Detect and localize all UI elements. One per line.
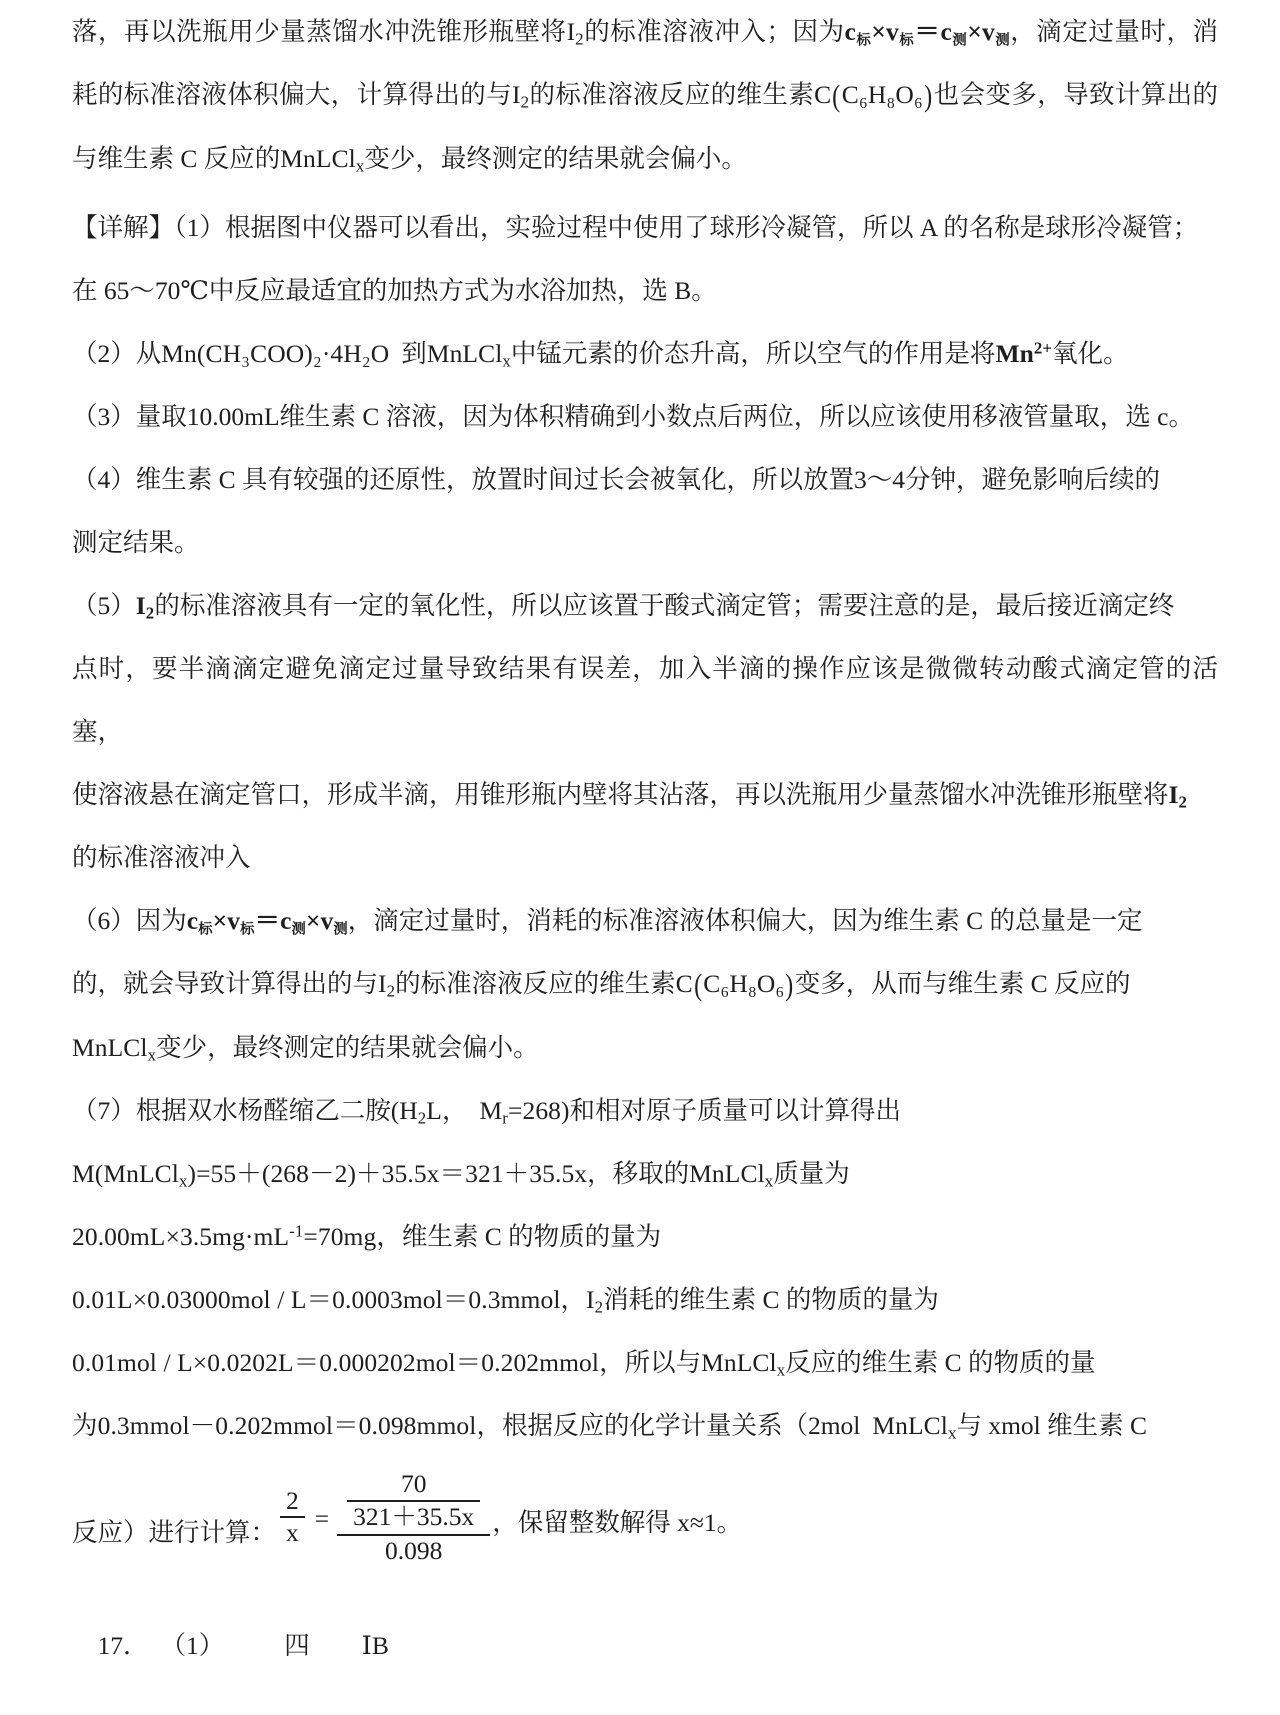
item2-text-b: 到 xyxy=(401,339,427,369)
fraction-right-inner-numerator: 70 xyxy=(400,1468,427,1498)
item7-mol2-comma: ， xyxy=(599,1348,625,1378)
item7-equation-line xyxy=(72,1457,1218,1577)
carryover-paragraph xyxy=(72,0,1218,190)
item7-text-b: )和相对原子质量可以计算得出 xyxy=(561,1096,902,1126)
answer-group: ⅠB xyxy=(361,1631,389,1661)
formula-iodine-4: $I_2$ xyxy=(1168,780,1188,812)
formula-manganese-acetate: Mn(CH₃COO)₂·4H₂O xyxy=(161,339,390,369)
item5-text-b: 点时，要半滴滴定避免滴定过量导致结果有误差，加入半滴的操作应该是微微转动酸式滴定管的活塞， xyxy=(72,654,1218,747)
item5-label: （5） xyxy=(72,591,136,621)
detail-item-5 xyxy=(72,574,1218,889)
formula-mnlclx-4: MnLCl$_x$ xyxy=(689,1159,774,1191)
item4-text-b: 测定结果。 xyxy=(72,528,200,558)
formula-iodine-6: $I_2$ xyxy=(586,1285,604,1317)
item7-mol1-comma: ， xyxy=(560,1285,587,1315)
item7-mol3-mid: ，根据反应的化学计量关系（2mol xyxy=(476,1411,861,1441)
item6-text-b: ，滴定过量时，消耗的标准溶液体积偏大，因为维生素 C 的总量是一定 xyxy=(347,906,1143,936)
fraction-right-inner xyxy=(347,1469,480,1533)
item6-label: （6） xyxy=(72,906,136,936)
formula-iodine-3: $I_2$ xyxy=(135,591,155,623)
formula-iodine-1: $I_2$ xyxy=(566,17,584,49)
item4-label: （4） xyxy=(72,465,136,495)
detail-item-3 xyxy=(72,385,1218,448)
formula-iodine-5: $I_2$ xyxy=(378,969,396,1001)
item6-text-a: 因为 xyxy=(135,906,187,936)
item7-mol2-tail: 反应的维生素 C 的物质的量 xyxy=(785,1348,1096,1378)
carryover-seg-4: 的标准溶液反应的维生素 xyxy=(529,80,815,109)
formula-mol-total: 0.01L×0.03000mol / L＝0.0003mol＝0.3mmol xyxy=(72,1285,561,1315)
carryover-seg-6: 变少，最终测定的结果就会偏小。 xyxy=(364,144,747,174)
item7-text-a: 根据双水杨醛缩乙二胺( xyxy=(135,1096,400,1126)
item7-mol3-tail: 与 xmol 维生素 C xyxy=(956,1411,1148,1441)
fraction-right-numerator xyxy=(337,1468,490,1534)
next-question-answer xyxy=(72,1577,1218,1715)
item5-text-c: 使溶液悬在滴定管口，形成半滴，用锥形瓶内壁将其沾落，再以洗瓶用少量蒸馏水冲洗锥形瓶壁将 xyxy=(72,780,1169,810)
fraction-left-numerator: 2 xyxy=(286,1485,299,1515)
item2-label: （2） xyxy=(72,339,136,369)
formula-mnlclx-2: MnLCl$_x$ xyxy=(426,339,511,371)
item7-mol1-tail: 消耗的维生素 C 的物质的量为 xyxy=(603,1285,939,1315)
formula-titration-equality-2: c标×v标＝c测×v测 xyxy=(186,906,348,938)
item6-text-d: 的标准溶液反应的维生素 xyxy=(395,969,676,999)
item1-text-a: 根据图中仪器可以看出，实验过程中使用了球形冷凝管，所以 A 的名称是球形冷凝管； xyxy=(225,213,1199,243)
item6-text-f: 变少，最终测定的结果就会偏小。 xyxy=(156,1033,539,1063)
formula-mnlclx-1: MnLCl$_x$ xyxy=(280,144,365,176)
formula-mnlclx-5: MnLCl$_x$ xyxy=(701,1348,786,1380)
item1-text-b: 在 65～70℃中反应最适宜的加热方式为水浴加热，选 B。 xyxy=(72,276,717,306)
carryover-seg-3: ，滴定过量时，消耗的标准溶液体积偏大，计算得出的与 xyxy=(72,17,1218,109)
item5-text-d: 的标准溶液冲入 xyxy=(72,843,251,873)
carryover-seg-2: 的标准溶液冲入；因为 xyxy=(583,17,845,46)
carryover-seg-1: 落，再以洗瓶用少量蒸馏水冲洗锥形瓶壁将 xyxy=(72,17,567,46)
item7-mass-mid: ，移取的 xyxy=(587,1159,690,1189)
equation-tail-text: ，保留整数解得 x≈1。 xyxy=(492,1508,743,1538)
paren-open: ( xyxy=(693,967,703,1003)
detail-item-2 xyxy=(72,322,1218,385)
item7-mol2-mid: 所以与 xyxy=(624,1348,702,1378)
paren-open: ( xyxy=(832,78,841,114)
formula-vitamin-c-2: C(C₆H₈O₆) xyxy=(676,969,795,998)
formula-molar-mass: M(MnLCl$_x$)=55＋(268－2)＋35.5x＝321＋35.5x xyxy=(72,1159,588,1191)
paren-close: ) xyxy=(923,78,933,114)
formula-mr: $M_r=268$ xyxy=(479,1096,562,1128)
item7-line-molar-mass xyxy=(72,1142,1218,1205)
formula-h2l: $H_2L$ xyxy=(399,1096,442,1128)
detail-item-7-intro xyxy=(72,1079,1218,1142)
item1-label: （1） xyxy=(174,213,226,243)
item7-comma: ， xyxy=(441,1096,468,1126)
ion-mn2plus: $Mn^{2+}$ xyxy=(995,338,1053,369)
fraction-left-denominator: x xyxy=(286,1518,299,1548)
question-number: 17． xyxy=(97,1631,149,1661)
detail-item-1 xyxy=(72,196,1218,322)
item2-text-c: 中锰元素的价态升高，所以空气的作用是将 xyxy=(510,339,996,369)
item3-text: 量取10.00mL维生素 C 溶液，因为体积精确到小数点后两位，所以应该使用移液管量取，选 c。 xyxy=(135,402,1195,432)
item7-conc-tail: ，维生素 C 的物质的量为 xyxy=(376,1222,662,1252)
formula-mnlclx-6: MnLCl$_x$ xyxy=(872,1411,957,1443)
fraction-left xyxy=(280,1486,305,1549)
item2-text-a: 从 xyxy=(135,339,162,369)
paren-close: ) xyxy=(785,967,794,1003)
fraction-right-denominator: 0.098 xyxy=(385,1535,443,1565)
fraction-right xyxy=(337,1468,490,1567)
detail-item-4 xyxy=(72,448,1218,574)
equation-lead-text: 反应）进行计算： xyxy=(72,1518,277,1548)
formula-titration-equality-1: c标×v标＝c测×v测 xyxy=(844,17,1011,49)
item3-label: （3） xyxy=(72,402,136,432)
item7-line-mol-2 xyxy=(72,1331,1218,1394)
formula-mol-iodine: 0.01mol / L×0.0202L＝0.000202mol＝0.202mmol xyxy=(72,1348,600,1378)
item7-label: （7） xyxy=(72,1096,136,1126)
formula-mol-difference: 为0.3mmol－0.202mmol＝0.098mmol xyxy=(72,1411,477,1441)
item5-text-a: 的标准溶液具有一定的氧化性，所以应该置于酸式滴定管；需要注意的是，最后接近滴定终 xyxy=(154,591,1175,621)
formula-sample-mass: $20.00mL\times 3.5mg\cdot mL^{-1}=70mg$ xyxy=(72,1221,377,1252)
item6-text-e: 变多，从而与维生素 C 反应的 xyxy=(794,969,1131,999)
fraction-right-inner-denominator: 321＋35.5x xyxy=(353,1502,475,1532)
formula-iodine-2: $I_2$ xyxy=(511,80,530,112)
answer-period: 四 xyxy=(284,1631,310,1661)
detail-item-6 xyxy=(72,889,1218,1079)
item2-text-d: 氧化。 xyxy=(1052,339,1129,369)
formula-vitamin-c-1: C(C₆H₈O₆) xyxy=(814,80,933,109)
formula-mnlclx-3: MnLCl$_x$ xyxy=(72,1033,157,1065)
item4-text-a: 维生素 C 具有较强的还原性，放置时间过长会被氧化，所以放置3～4分钟，避免影响后续的 xyxy=(135,465,1161,495)
item7-line-mol-1 xyxy=(72,1268,1218,1331)
item6-text-c: 的，就会导致计算得出的与 xyxy=(72,969,379,999)
equals-sign: = xyxy=(314,1504,330,1534)
carryover-seg-5: 也会变多，导致计算出的与维生素 C 反应的 xyxy=(72,80,1218,174)
question-part: （1） xyxy=(160,1631,225,1661)
detail-header: 【详解】 xyxy=(72,213,175,243)
item7-line-mol-3 xyxy=(72,1394,1218,1457)
item7-mass-suffix: 质量为 xyxy=(773,1159,850,1189)
item7-line-concentration xyxy=(72,1205,1218,1268)
